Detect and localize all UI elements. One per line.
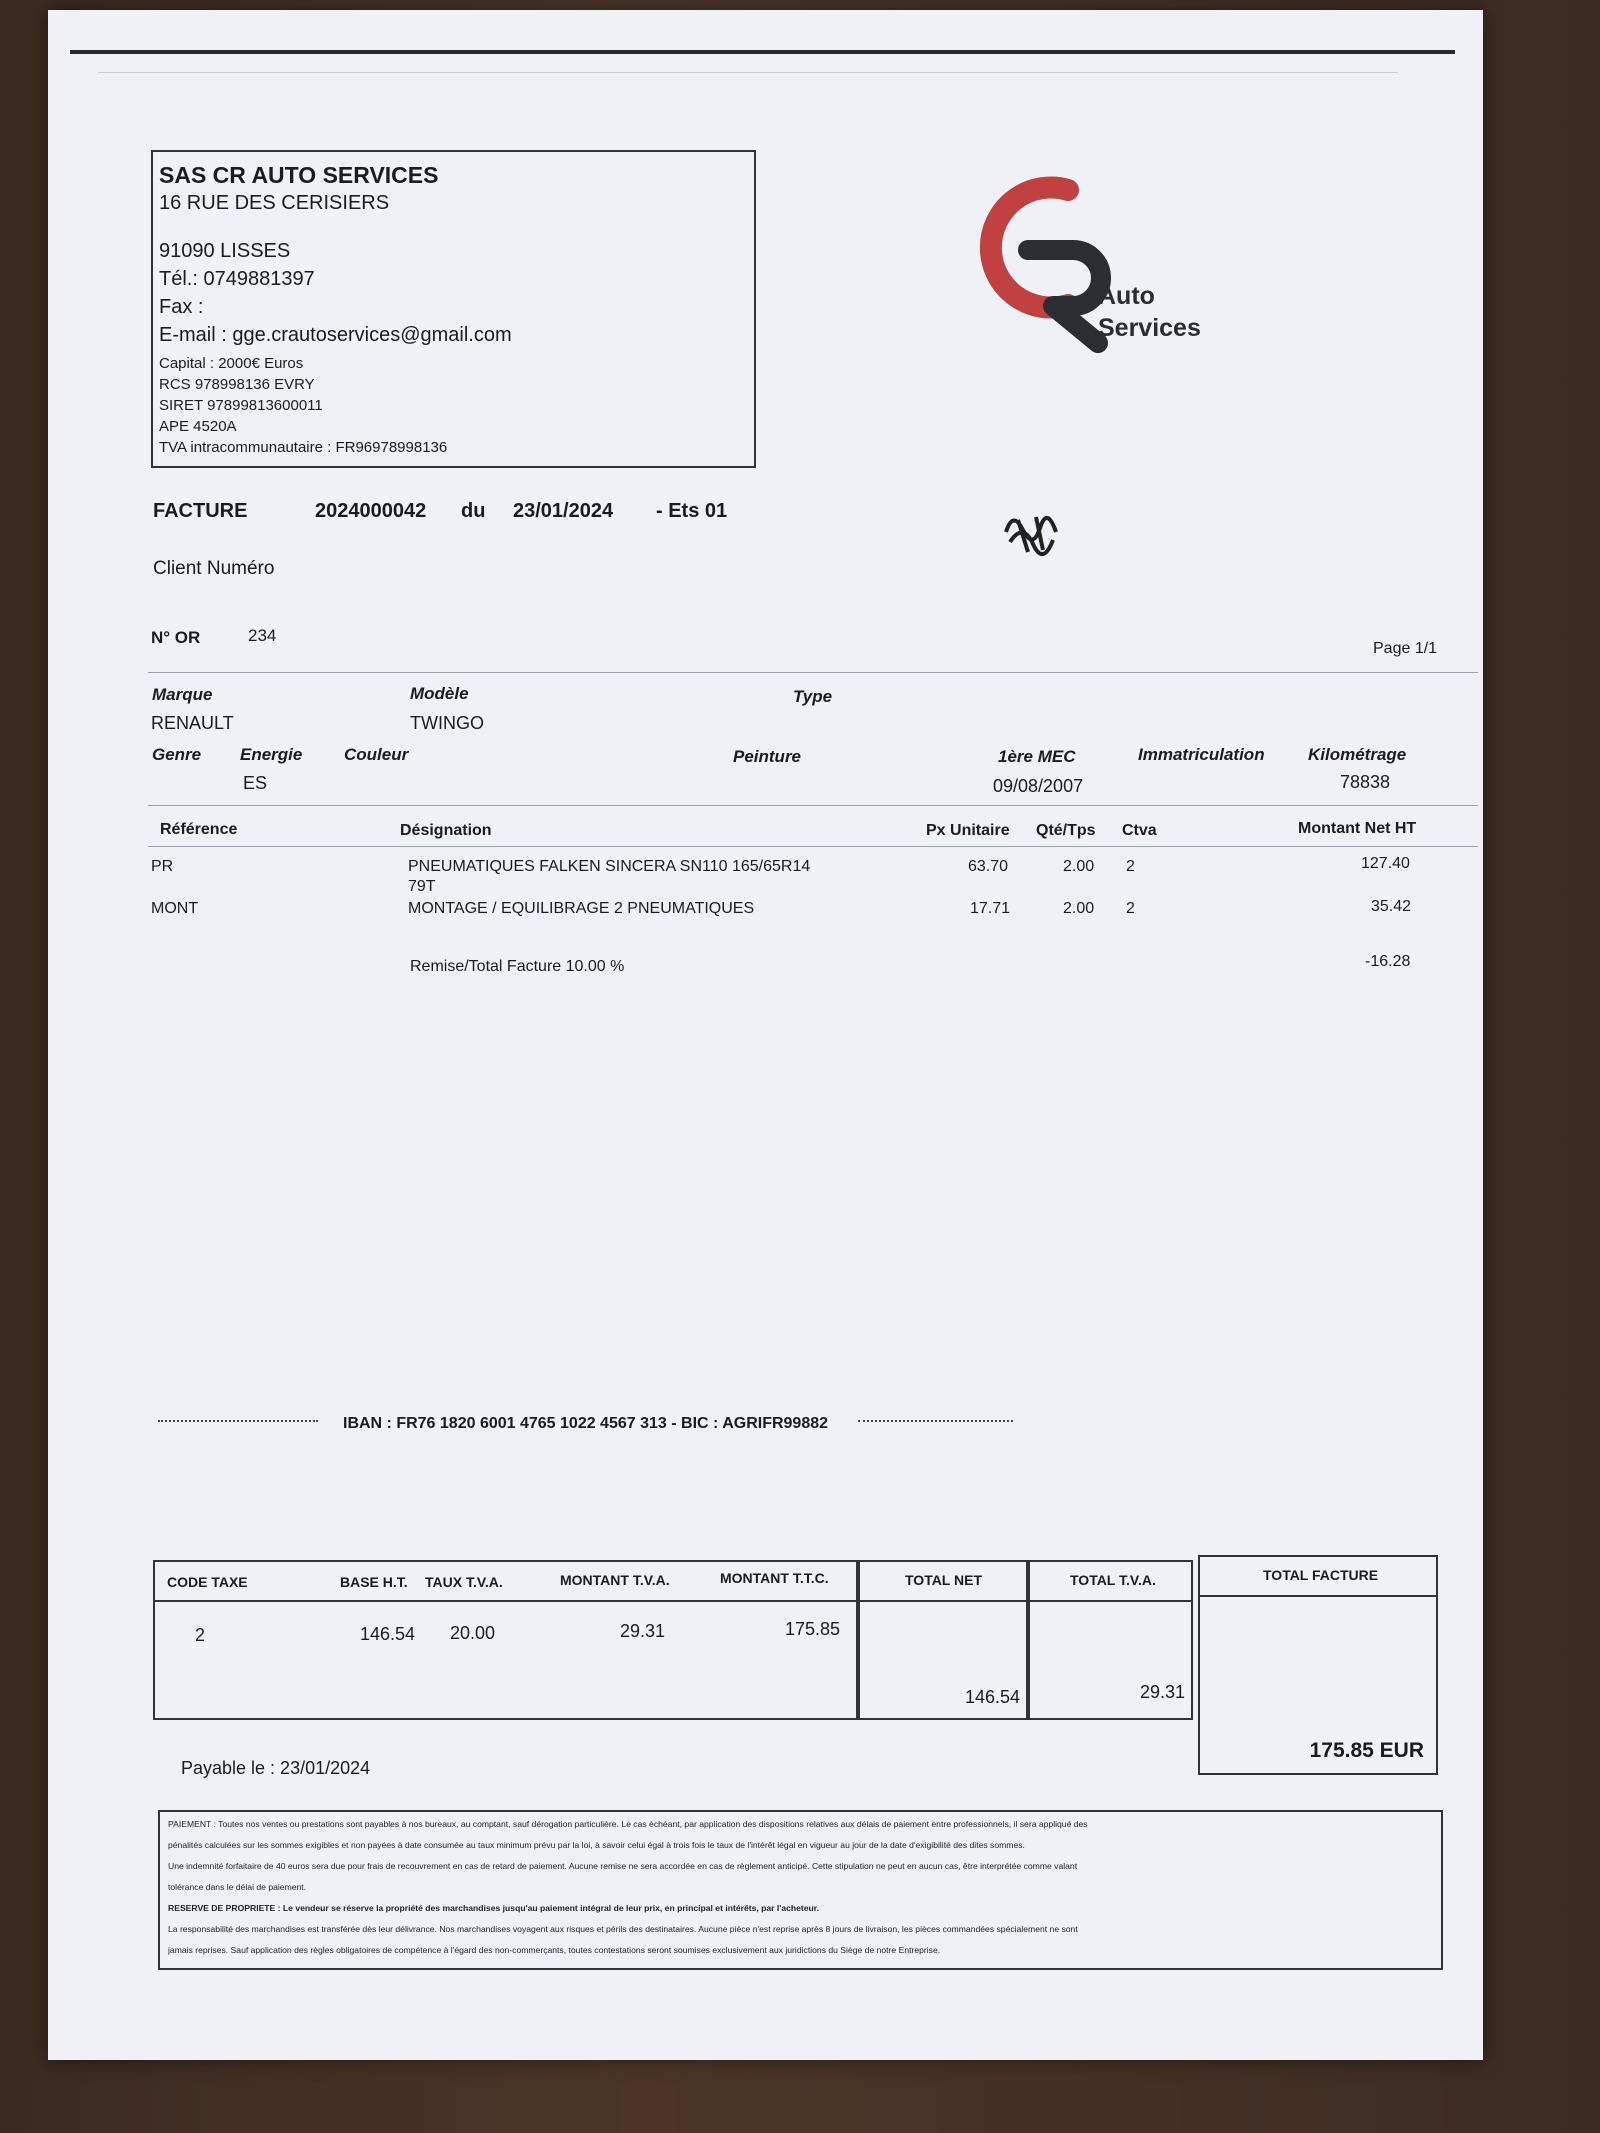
- line-montant: 35.42: [1371, 898, 1412, 915]
- logo-line2: Services: [1098, 314, 1201, 342]
- line-desig: PNEUMATIQUES FALKEN SINCERA SN110 165/65R14: [408, 858, 811, 875]
- taux-label: TAUX T.V.A.: [425, 1574, 503, 1590]
- col-reference: Référence: [160, 821, 238, 838]
- legal-p4: tolérance dans le délai de paiement.: [168, 1882, 307, 1892]
- legal-p1: PAIEMENT : Toutes nos ventes ou prestations sont payables à nos bureaux, au comptant, sauf dérogation particulière. Le cas échéant, par application des dispositions relatives aux délais de paiement entre professionnels, il sera appliqué des: [168, 1819, 1088, 1829]
- divider: [148, 846, 1478, 847]
- total-facture-label: TOTAL FACTURE: [1263, 1567, 1379, 1583]
- code-taxe-label: CODE TAXE: [167, 1574, 248, 1590]
- modele-label: Modèle: [410, 684, 469, 703]
- modele-value: TWINGO: [410, 713, 484, 733]
- company-name: SAS CR AUTO SERVICES: [159, 162, 439, 188]
- remise-value: -16.28: [1365, 953, 1411, 970]
- immat-label: Immatriculation: [1138, 745, 1265, 764]
- peinture-label: Peinture: [733, 747, 802, 766]
- montant-ttc-label: MONTANT T.T.C.: [720, 1570, 829, 1586]
- total-tva-label: TOTAL T.V.A.: [1070, 1572, 1156, 1588]
- total-tva-box: [1028, 1560, 1193, 1720]
- col-qte: Qté/Tps: [1036, 822, 1096, 839]
- line-qte: 2.00: [1063, 858, 1095, 875]
- payable-date: Payable le : 23/01/2024: [181, 1758, 371, 1778]
- client-number-label: Client Numéro: [153, 558, 275, 579]
- legal-p5: RESERVE DE PROPRIETE : Le vendeur se réserve la propriété des marchandises jusqu'au paiement intégral de leur prix, en principal et intérêts, par l'acheteur.: [168, 1903, 820, 1913]
- company-city: 91090 LISSES: [159, 240, 291, 262]
- iban-line: IBAN : FR76 1820 6001 4765 1022 4567 313 - BIC : AGRIFR99882: [343, 1415, 829, 1432]
- energie-label: Energie: [240, 745, 303, 764]
- company-box: [151, 150, 756, 468]
- line-ctva: 2: [1126, 858, 1135, 875]
- total-tva-value: 29.31: [1140, 1682, 1186, 1702]
- company-fax: Fax :: [159, 296, 204, 318]
- total-net-value: 146.54: [965, 1687, 1021, 1707]
- line-ref: MONT: [151, 900, 199, 917]
- total-facture-value: 175.85 EUR: [1309, 1739, 1424, 1762]
- company-tva: TVA intracommunautaire : FR96978998136: [159, 439, 448, 456]
- or-label: N° OR: [151, 628, 201, 647]
- col-designation: Désignation: [400, 822, 492, 839]
- legal-p6: La responsabilité des marchandises est transférée dès leur délivrance. Nos marchandises voyagent aux risques et périls des destinataires. Aucune pièce n'est reprise après 8 jours de livraison, les pièces commandées spécialement ne sont: [168, 1924, 1078, 1934]
- logo-text: [1098, 280, 1201, 344]
- invoice-ets: - Ets 01: [656, 500, 728, 522]
- total-net-box: [858, 1560, 1028, 1720]
- total-facture-box: [1198, 1555, 1438, 1775]
- montant-ttc-value: 175.85: [785, 1619, 841, 1639]
- invoice-label: FACTURE: [153, 500, 248, 522]
- company-street: 16 RUE DES CERISIERS: [159, 192, 390, 214]
- company-rcs: RCS 978998136 EVRY: [159, 376, 315, 393]
- montant-tva-label: MONTANT T.V.A.: [560, 1572, 670, 1588]
- taux-value: 20.00: [450, 1623, 496, 1643]
- line-desig2: 79T: [408, 878, 436, 895]
- iban-dots-left: [158, 1420, 318, 1423]
- mec-value: 09/08/2007: [993, 776, 1084, 796]
- col-montant: Montant Net HT: [1298, 820, 1417, 837]
- line-qte: 2.00: [1063, 900, 1095, 917]
- iban-dots-right: [858, 1420, 1013, 1423]
- km-value: 78838: [1340, 772, 1391, 792]
- col-ctva: Ctva: [1122, 822, 1157, 839]
- genre-label: Genre: [152, 745, 202, 764]
- divider: [148, 672, 1478, 673]
- line-ctva: 2: [1126, 900, 1135, 917]
- legal-terms: [158, 1810, 1443, 1970]
- montant-tva-value: 29.31: [620, 1621, 666, 1641]
- line-montant: 127.40: [1361, 855, 1410, 872]
- energie-value: ES: [243, 773, 268, 793]
- company-ape: APE 4520A: [159, 418, 237, 435]
- code-taxe-value: 2: [195, 1625, 206, 1645]
- top-rule: [70, 50, 1455, 54]
- mec-label: 1ère MEC: [998, 747, 1076, 766]
- base-label: BASE H.T.: [340, 1574, 408, 1590]
- couleur-label: Couleur: [344, 745, 409, 764]
- invoice-du: du: [461, 500, 486, 522]
- stamp-scribble-icon: [998, 502, 1068, 562]
- top-rule-thin: [98, 72, 1398, 73]
- company-capital: Capital : 2000€ Euros: [159, 355, 304, 372]
- remise-label: Remise/Total Facture 10.00 %: [410, 958, 625, 975]
- logo-line1: Auto: [1098, 282, 1155, 310]
- marque-value: RENAULT: [151, 713, 234, 733]
- type-label: Type: [793, 687, 833, 706]
- total-net-label: TOTAL NET: [905, 1572, 982, 1588]
- legal-p7: jamais reprises. Sauf application des règles obligatoires de compétence à l'égard des non-commerçants, toutes contestations seront soumises exclusivement aux juridictions du Siège de notre Entreprise.: [168, 1945, 941, 1955]
- legal-p2: pénalités calculées sur les sommes exigibles et non payées à date consumée au taux minimum prévu par la loi, à savoir celui égal à trois fois le taux de l'intérêt légal en vigueur au jour de la date d'exigibilité des dites sommes.: [168, 1840, 1025, 1850]
- marque-label: Marque: [152, 685, 213, 704]
- invoice-number: 2024000042: [315, 500, 427, 522]
- company-tel: Tél.: 0749881397: [159, 268, 315, 290]
- col-px: Px Unitaire: [926, 822, 1010, 839]
- legal-p3: Une indemnité forfaitaire de 40 euros sera due pour frais de recouvrement en cas de retard de paiement. Aucune remise ne sera accordée en cas de règlement anticipé. Cette stipulation ne peut en aucun cas, être interprétée comme valant: [168, 1861, 1078, 1871]
- line-px: 17.71: [970, 900, 1011, 917]
- invoice-date: 23/01/2024: [513, 500, 614, 522]
- line-ref: PR: [151, 858, 174, 875]
- page-indicator: Page 1/1: [1373, 640, 1438, 657]
- invoice-sheet: [48, 10, 1483, 2060]
- base-value: 146.54: [360, 1624, 416, 1644]
- km-label: Kilométrage: [1308, 745, 1407, 764]
- tax-box: [153, 1560, 858, 1720]
- divider: [148, 805, 1478, 806]
- company-email: E-mail : gge.crautoservices@gmail.com: [159, 324, 512, 346]
- line-desig: MONTAGE / EQUILIBRAGE 2 PNEUMATIQUES: [408, 900, 755, 917]
- or-value: 234: [248, 626, 277, 645]
- line-px: 63.70: [968, 858, 1009, 875]
- company-siret: SIRET 97899813600011: [159, 397, 323, 414]
